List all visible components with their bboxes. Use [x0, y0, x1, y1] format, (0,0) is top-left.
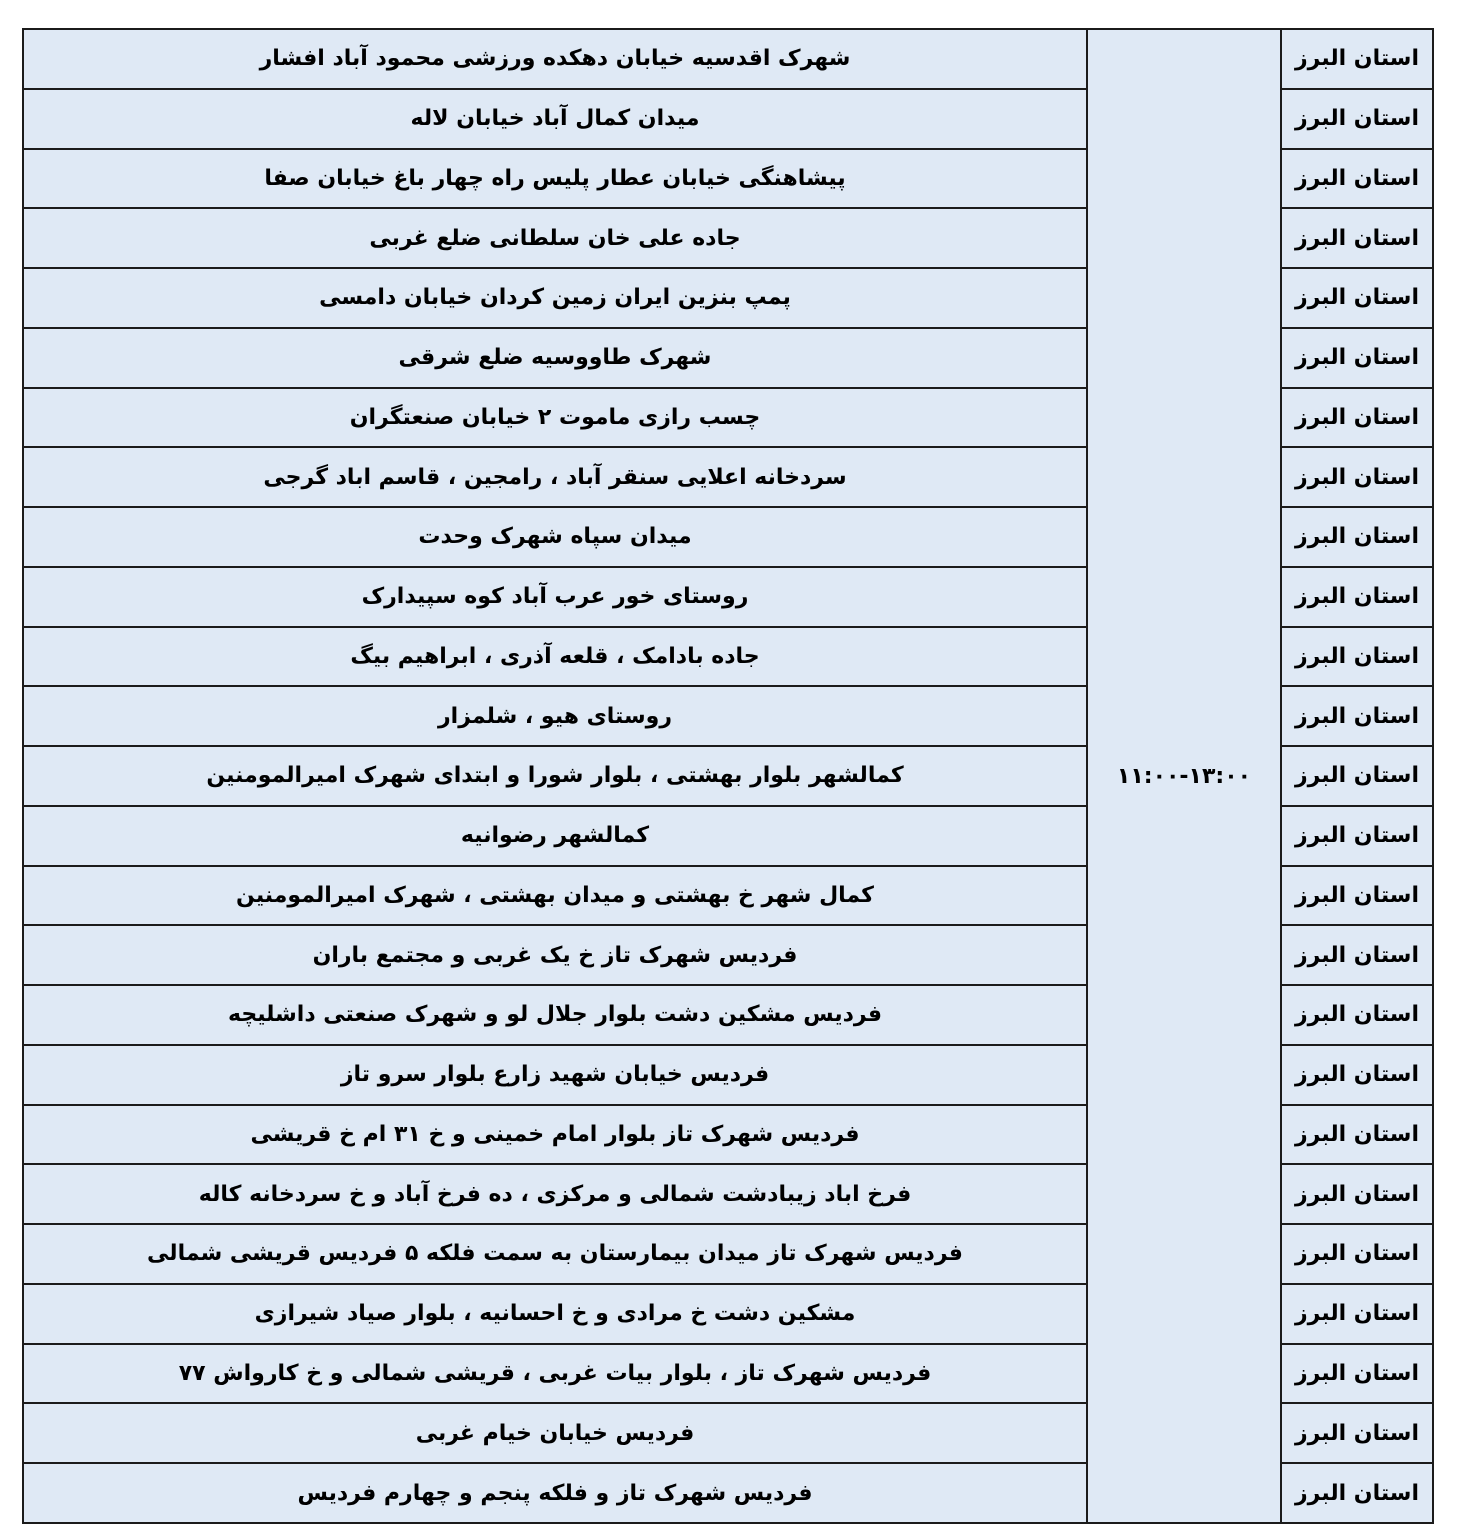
time-range-cell: ۱۱:۰۰-۱۳:۰۰ — [1087, 29, 1281, 1523]
area-cell: کمالشهر بلوار بهشتی ، بلوار شورا و ابتدای شهرک امیرالمومنین — [23, 746, 1087, 806]
outage-schedule-table — [22, 28, 1434, 1524]
area-cell: فردیس شهرک تاز و فلکه پنجم و چهارم فردیس — [23, 1463, 1087, 1523]
province-cell: استان البرز — [1281, 149, 1433, 209]
area-cell: فردیس خیابان خیام غربی — [23, 1403, 1087, 1463]
area-cell: جاده علی خان سلطانی ضلع غربی — [23, 208, 1087, 268]
area-cell: روستای هیو ، شلمزار — [23, 686, 1087, 746]
area-cell: فردیس شهرک تاز خ یک غربی و مجتمع باران — [23, 925, 1087, 985]
province-cell: استان البرز — [1281, 388, 1433, 448]
area-cell: فردیس شهرک تاز ، بلوار بیات غربی ، قریشی شمالی و خ کارواش ۷۷ — [23, 1344, 1087, 1404]
province-cell: استان البرز — [1281, 1344, 1433, 1404]
province-cell: استان البرز — [1281, 268, 1433, 328]
area-cell: چسب رازی ماموت ۲ خیابان صنعتگران — [23, 388, 1087, 448]
province-cell: استان البرز — [1281, 1463, 1433, 1523]
province-cell: استان البرز — [1281, 1105, 1433, 1165]
province-cell: استان البرز — [1281, 1224, 1433, 1284]
province-cell: استان البرز — [1281, 89, 1433, 149]
area-cell: روستای خور عرب آباد کوه سپیدارک — [23, 567, 1087, 627]
area-cell: پمپ بنزین ایران زمین کردان خیابان دامسی — [23, 268, 1087, 328]
province-cell: استان البرز — [1281, 447, 1433, 507]
province-cell: استان البرز — [1281, 1403, 1433, 1463]
area-cell: فردیس شهرک تاز بلوار امام خمینی و خ ۳۱ ام خ قریشی — [23, 1105, 1087, 1165]
province-cell: استان البرز — [1281, 29, 1433, 89]
province-cell: استان البرز — [1281, 806, 1433, 866]
area-cell: سردخانه اعلایی سنقر آباد ، رامجین ، قاسم اباد گرجی — [23, 447, 1087, 507]
province-cell: استان البرز — [1281, 1045, 1433, 1105]
province-cell: استان البرز — [1281, 567, 1433, 627]
area-cell: فردیس شهرک تاز میدان بیمارستان به سمت فلکه ۵ فردیس قریشی شمالی — [23, 1224, 1087, 1284]
area-cell: شهرک طاووسیه ضلع شرقی — [23, 328, 1087, 388]
area-cell: پیشاهنگی خیابان عطار پلیس راه چهار باغ خیابان صفا — [23, 149, 1087, 209]
area-cell: میدان سپاه شهرک وحدت — [23, 507, 1087, 567]
area-cell: کمال شهر خ بهشتی و میدان بهشتی ، شهرک امیرالمومنین — [23, 866, 1087, 926]
province-cell: استان البرز — [1281, 328, 1433, 388]
province-cell: استان البرز — [1281, 686, 1433, 746]
table-row — [23, 29, 1433, 89]
province-cell: استان البرز — [1281, 1284, 1433, 1344]
province-cell: استان البرز — [1281, 866, 1433, 926]
area-cell: مشکین دشت خ مرادی و خ احسانیه ، بلوار صیاد شیرازی — [23, 1284, 1087, 1344]
area-cell: میدان کمال آباد خیابان لاله — [23, 89, 1087, 149]
province-cell: استان البرز — [1281, 507, 1433, 567]
province-cell: استان البرز — [1281, 746, 1433, 806]
outage-schedule-table-wrapper — [22, 28, 1434, 1524]
area-cell: کمالشهر رضوانیه — [23, 806, 1087, 866]
province-cell: استان البرز — [1281, 627, 1433, 687]
area-cell: جاده بادامک ، قلعه آذری ، ابراهیم بیگ — [23, 627, 1087, 687]
province-cell: استان البرز — [1281, 925, 1433, 985]
area-cell: فردیس مشکین دشت بلوار جلال لو و شهرک صنعتی داشلیچه — [23, 985, 1087, 1045]
area-cell: فرخ اباد زیبادشت شمالی و مرکزی ، ده فرخ آباد و خ سردخانه کاله — [23, 1164, 1087, 1224]
area-cell: فردیس خیابان شهید زارع بلوار سرو تاز — [23, 1045, 1087, 1105]
province-cell: استان البرز — [1281, 985, 1433, 1045]
province-cell: استان البرز — [1281, 208, 1433, 268]
table-body — [23, 29, 1433, 1523]
province-cell: استان البرز — [1281, 1164, 1433, 1224]
area-cell: شهرک اقدسیه خیابان دهکده ورزشی محمود آباد افشار — [23, 29, 1087, 89]
